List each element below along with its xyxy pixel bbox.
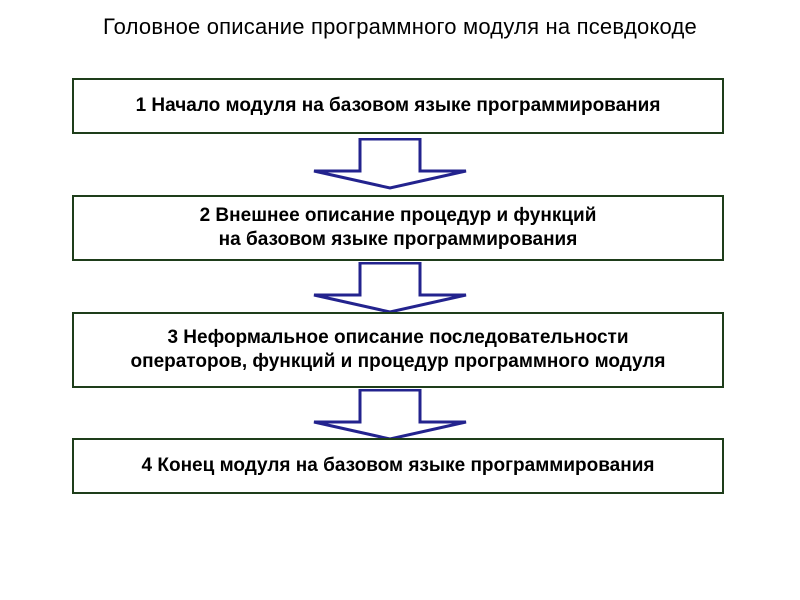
step-box-4 [72,438,724,494]
down-arrow-icon [310,262,470,314]
step-box-3 [72,312,724,388]
step-box-2 [72,195,724,261]
page-title: Головное описание программного модуля на псевдокоде [103,14,697,39]
step-label-1: 1 Начало модуля на базовом языке программирования [135,95,661,116]
step-label-2: 2 Внешнее описание процедур и функций на базовом языке программирования [199,205,597,250]
step-label-3: 3 Неформальное описание последовательности операторов, функций и процедур программного модуля [130,327,666,372]
down-arrow-icon [310,138,470,190]
step-label-4: 4 Конец модуля на базовом языке программирования [141,455,655,476]
down-arrow-icon [310,389,470,441]
step-box-1 [72,78,724,134]
